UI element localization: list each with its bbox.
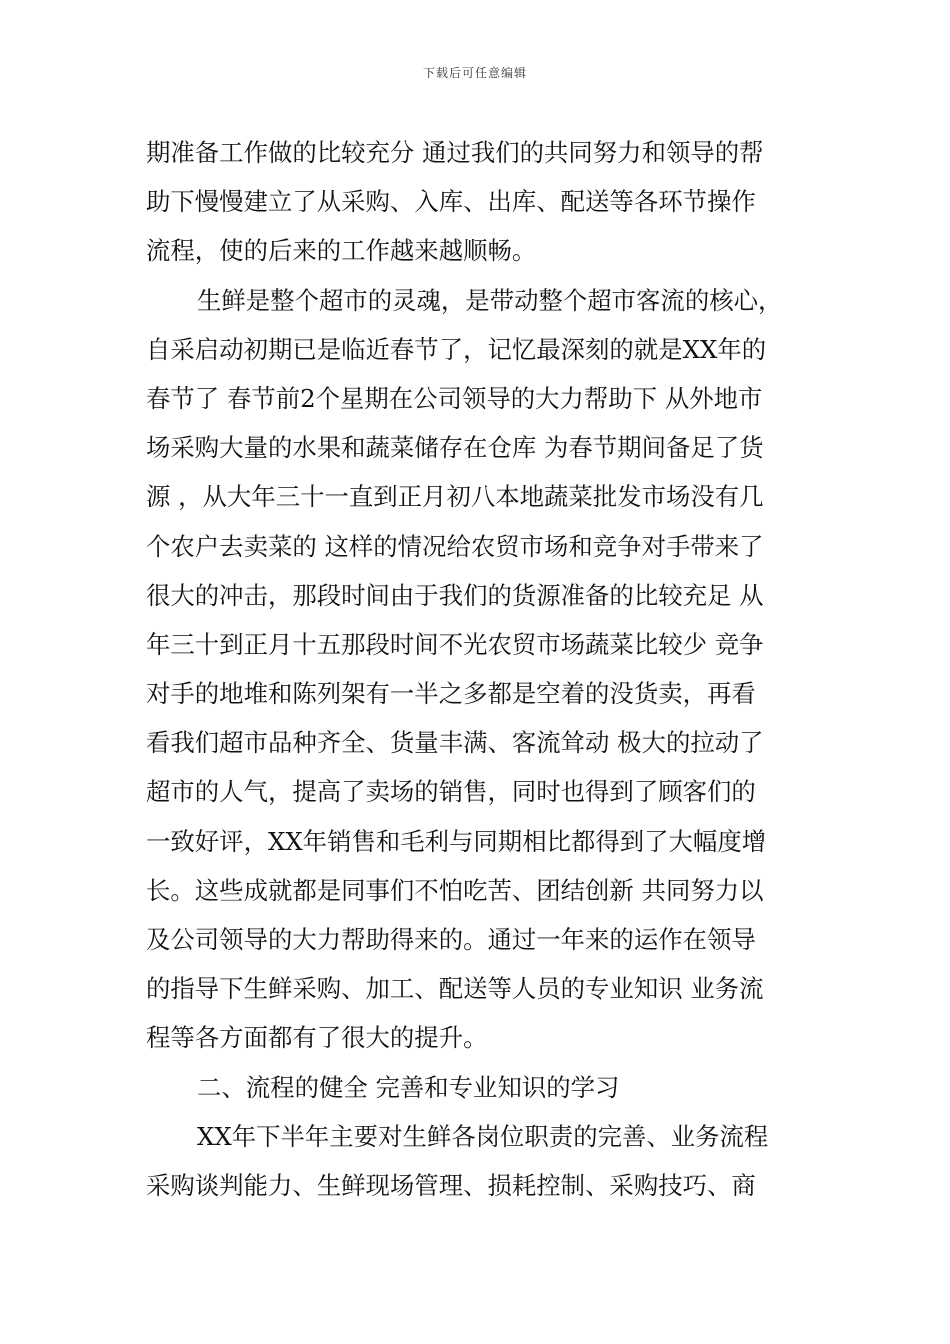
paragraph-first-line: XX年下半年主要对生鲜各岗位职责的完善、业务流程: [197, 1121, 769, 1151]
text-line: 采购谈判能力、生鲜现场管理、损耗控制、采购技巧、商: [146, 1170, 756, 1200]
text-line: 及公司领导的大力帮助得来的。通过一年来的运作在领导: [146, 925, 756, 954]
text-line: 自采启动初期已是临近春节了，记忆最深刻的就是XX年的: [146, 334, 767, 364]
text-line: 流程，使的后来的工作越来越顺畅。: [146, 236, 537, 266]
text-line: 春节了 春节前2个星期在公司领导的大力帮助下 从外地市: [146, 383, 763, 413]
section-heading: 二、流程的健全 完善和专业知识的学习: [197, 1072, 620, 1102]
paragraph-first-line: 生鲜是整个超市的灵魂，是带动整个超市客流的核心，: [197, 285, 783, 315]
text-line: 年三十到正月十五那段时间不光农贸市场蔬菜比较少 竞争: [146, 629, 764, 659]
text-line: 对手的地堆和陈列架有一半之多都是空着的没货卖，再看: [146, 679, 756, 709]
text-line: 源 ，从大年三十一直到正月初八本地蔬菜批发市场没有几: [146, 482, 764, 512]
text-line: 很大的冲击，那段时间由于我们的货源准备的比较充足 从: [146, 580, 764, 610]
page-header: 下载后可任意编辑: [422, 66, 527, 80]
text-line: 程等各方面都有了很大的提升。: [146, 1023, 488, 1053]
document-body: [146, 128, 816, 1210]
text-line: 一致好评，XX年销售和毛利与同期相比都得到了大幅度增: [146, 826, 767, 856]
text-line: 看我们超市品种齐全、货量丰满、客流耸动 极大的拉动了: [146, 728, 764, 758]
text-line: 助下慢慢建立了从采购、入库、出库、配送等各环节操作: [146, 187, 756, 217]
text-line: 场采购大量的水果和蔬菜储存在仓库 为春节期间备足了货: [146, 433, 764, 463]
text-line: 期准备工作做的比较充分 通过我们的共同努力和领导的帮: [146, 138, 764, 167]
text-line: 的指导下生鲜采购、加工、配送等人员的专业知识 业务流: [146, 974, 764, 1004]
text-line: 个农户去卖菜的 这样的情况给农贸市场和竞争对手带来了: [146, 531, 764, 561]
text-line: 超市的人气，提高了卖场的销售，同时也得到了顾客们的: [146, 777, 756, 807]
text-line: 长。这些成就都是同事们不怕吃苦、团结创新 共同努力以: [146, 875, 764, 905]
